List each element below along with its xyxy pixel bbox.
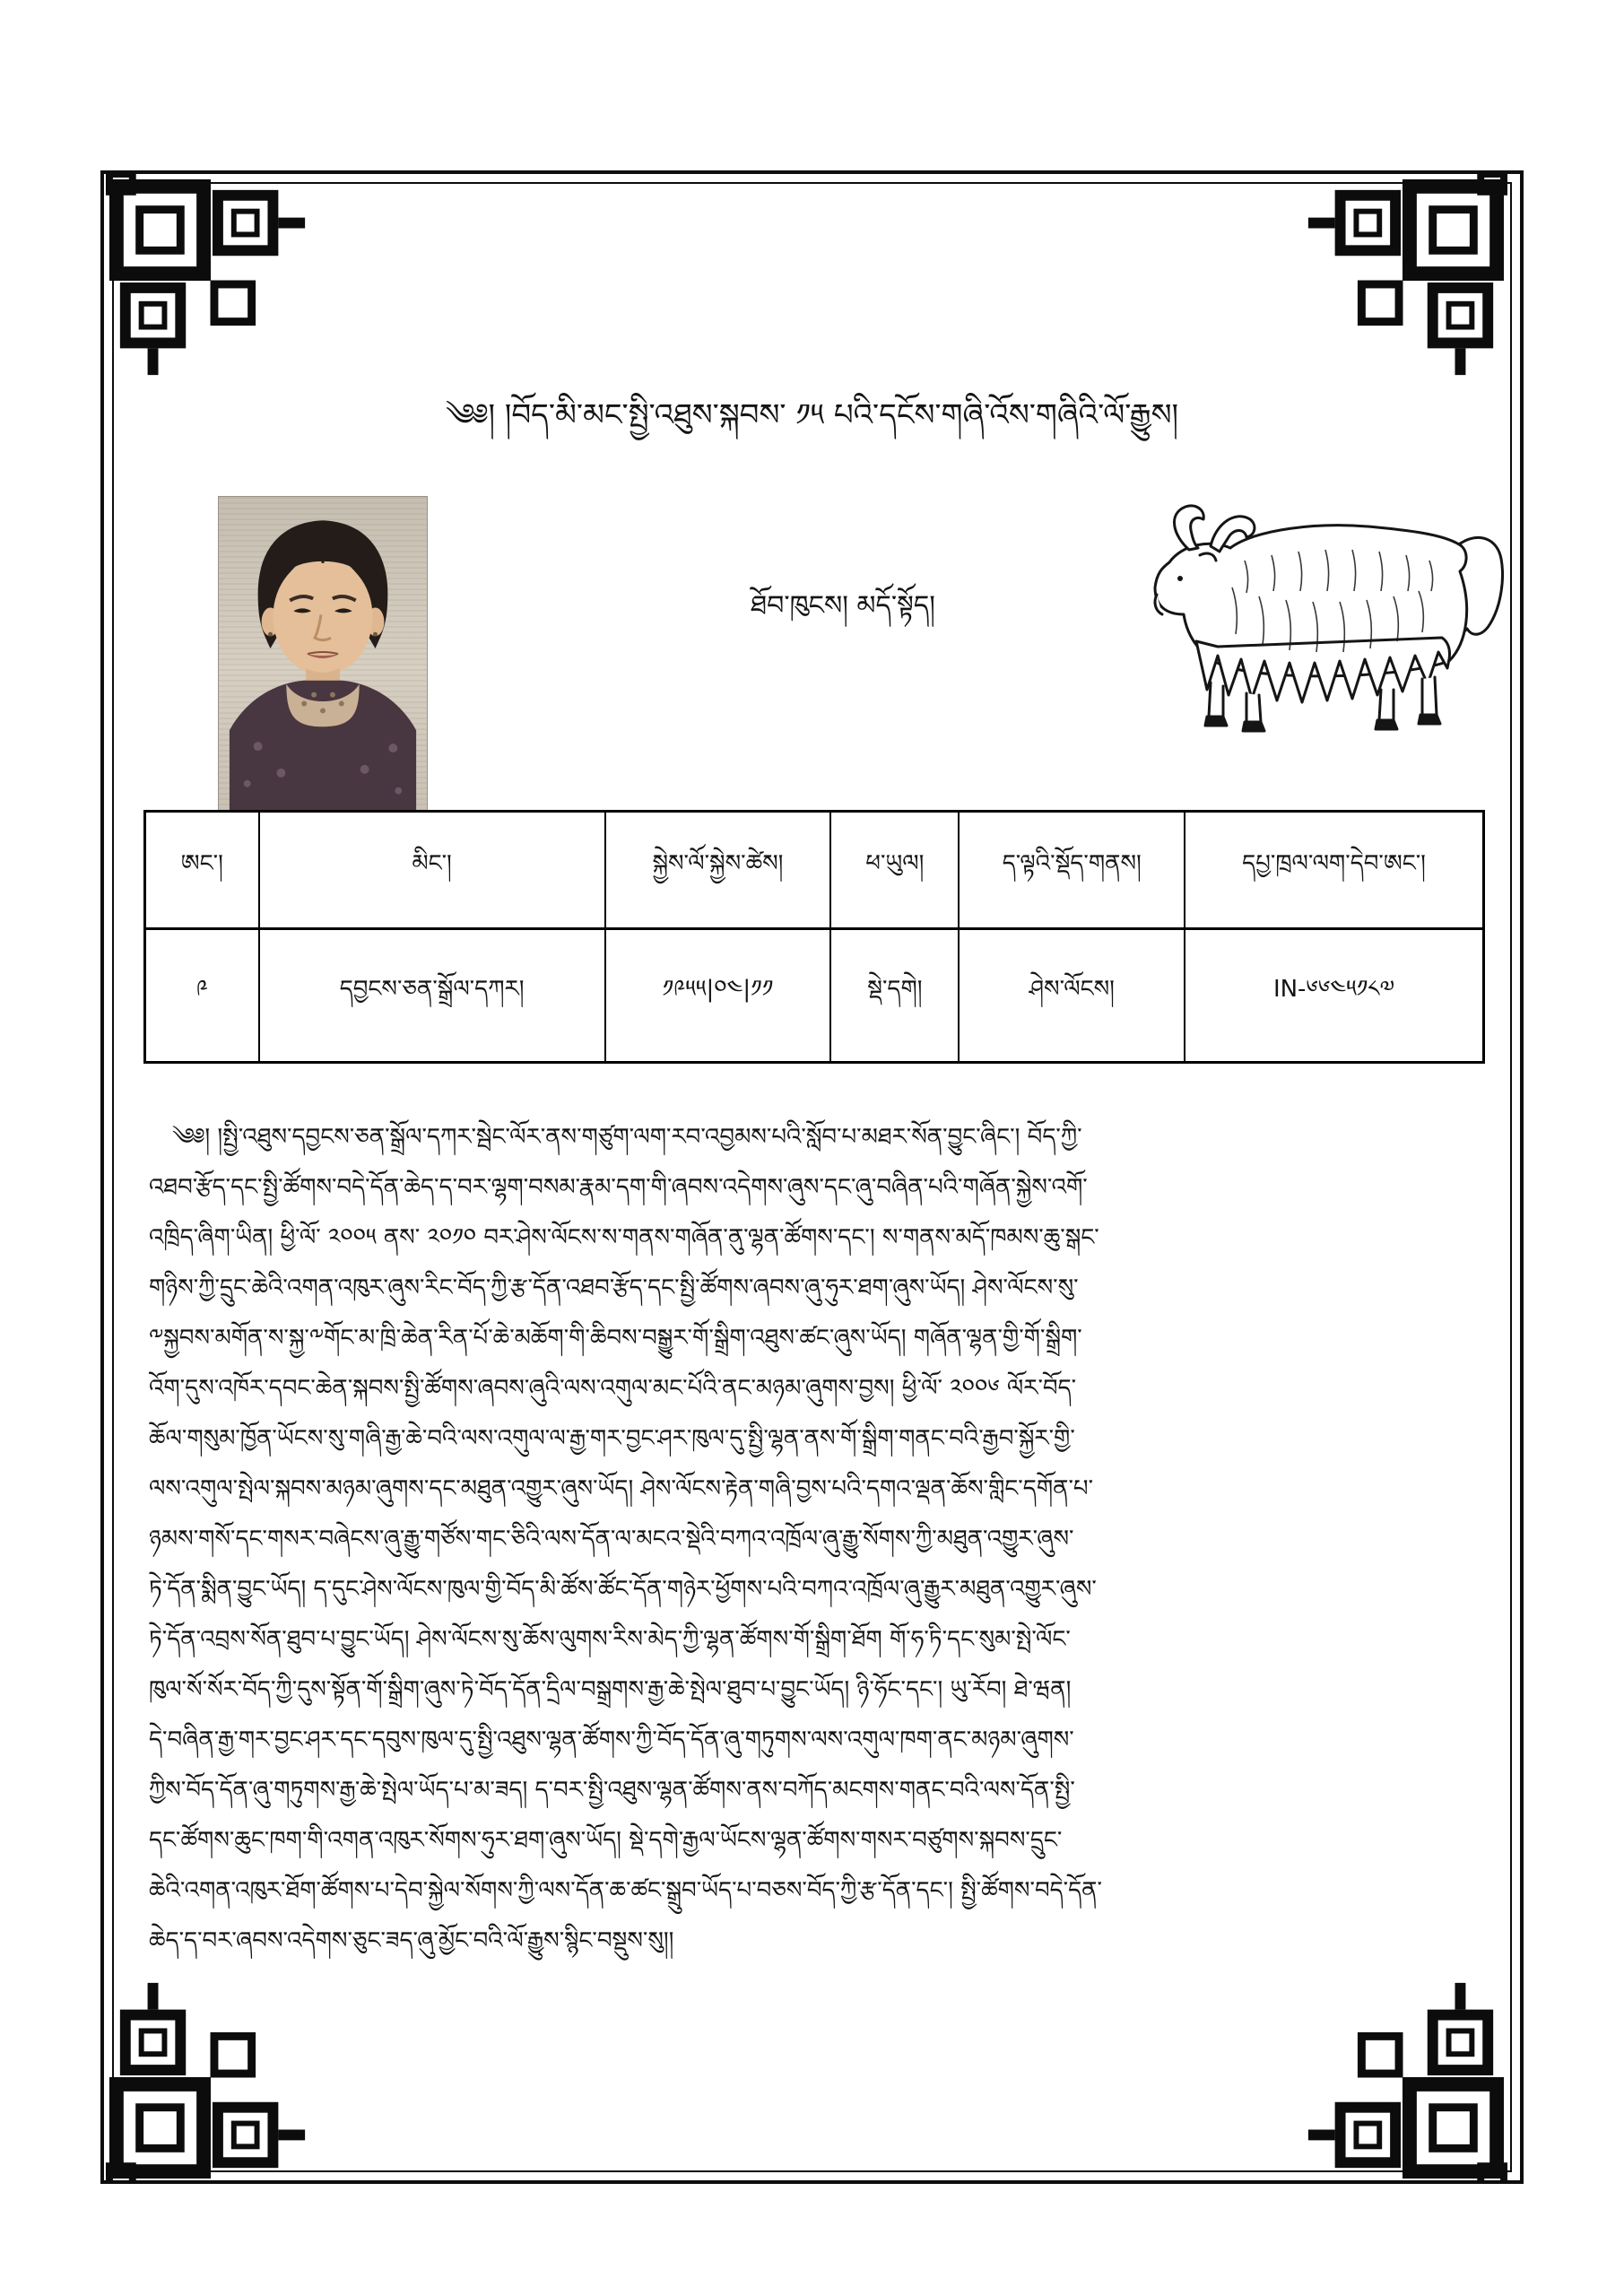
constituency-label: ཐོབ་ཁུངས། མདོ་སྟོད། bbox=[751, 590, 935, 622]
biography-line: ལས་འགུལ་སྤེལ་སྐབས་མཉམ་ཞུགས་དང་མཐུན་འགྱུར་ཞུས་ཡོད། ཤེས་ལོངས་རྟེན་གཞི་བྱས་པའི་དགའ་ལྡན་ཆོས་གླིང་དགོན་པ་ bbox=[149, 1475, 1094, 1502]
biography-line: འོག་དུས་འཁོར་དབང་ཆེན་སྐབས་སྤྱི་ཚོགས་ཞབས་ཞུའི་ལས་འགུལ་མང་པོའི་ནང་མཉམ་ཞུགས་བྱས། ཕྱི་ལོ་ ༢༠༠༦ ལོར་བོད་ bbox=[149, 1375, 1077, 1402]
biography-line: ཏེ་དོན་སྨིན་བྱུང་ཡོད། ད་དུང་ཤེས་ལོངས་ཁུལ་གྱི་བོད་མི་ཚོས་ཚོང་དོན་གཉེར་ཕྱོགས་པའི་བཀའ་འཁྲོལ་ཞུ་རྒྱུར་མཐུན་འགྱུར་ཞུས་ bbox=[149, 1576, 1097, 1603]
portrait-graphic bbox=[219, 497, 427, 811]
corner-fret-ornament-icon bbox=[1296, 174, 1509, 387]
table-row bbox=[146, 930, 1482, 1061]
candidate-photo bbox=[218, 496, 428, 812]
header-name: མིང་། bbox=[260, 813, 606, 927]
cell-name: དབྱངས་ཅན་སྒྲོལ་དཀར། bbox=[260, 930, 606, 1061]
biography-line: ཆོལ་གསུམ་ཁྱོན་ཡོངས་སུ་གཞི་རྒྱ་ཆེ་བའི་ལས་འགུལ་ལ་རྒྱ་གར་བྱང་ཤར་ཁུལ་དུ་སྤྱི་ལྷན་ནས་གོ་སྒྲིག་གནང་བའི་རྒྱབ་སྐྱོར་གྱི་ bbox=[149, 1425, 1075, 1452]
corner-fret-ornament-icon bbox=[104, 174, 317, 387]
table-header-row bbox=[146, 813, 1482, 930]
biography-line: དེ་བཞིན་རྒྱ་གར་བྱང་ཤར་དང་དབུས་ཁུལ་དུ་སྤྱི་འཐུས་ལྷན་ཚོགས་ཀྱི་བོད་དོན་ཞུ་གཏུགས་ལས་འགུལ་ཁག་ནང་མཉམ་ཞུགས་ bbox=[149, 1726, 1074, 1753]
corner-fret-ornament-icon bbox=[104, 1970, 317, 2184]
biography-line: ཁུལ་སོ་སོར་བོད་ཀྱི་དུས་སྟོན་གོ་སྒྲིག་ཞུས་ཏེ་བོད་དོན་དྲིལ་བསྒྲགས་རྒྱ་ཆེ་སྤེལ་ཐུབ་པ་བྱུང་ཡོད། ཉི་ཧོང་དང་། ཡུ་རོབ། ཐེ་ཝན། bbox=[149, 1676, 1072, 1703]
biography-line: ཆེའི་འགན་འཁུར་ཐོག་ཚོགས་པ་དེབ་སྐྱེལ་སོགས་ཀྱི་ལས་དོན་ཆ་ཚང་སྒྲུབ་ཡོད་པ་བཅས་བོད་ཀྱི་རྩ་དོན་དང་། སྤྱི་ཚོགས་བདེ་དོན་ bbox=[149, 1877, 1102, 1904]
yak-illustration-icon bbox=[1110, 480, 1507, 742]
biography-line: ཆེད་ད་བར་ཞབས་འདེགས་ཅུང་ཟད་ཞུ་མྱོང་བའི་ལོ་རྒྱུས་སྙིང་བསྡུས་སུ།། bbox=[149, 1927, 674, 1954]
cell-current-residence: ཤེས་ལོངས། bbox=[960, 930, 1185, 1061]
biography-paragraph bbox=[149, 1112, 1487, 1966]
candidate-info-table bbox=[143, 810, 1485, 1064]
biography-line: ༄༅། །སྤྱི་འཐུས་དབྱངས་ཅན་སྒྲོལ་དཀར་སྦེང་ལོར་ནས་གཙུག་ལག་རབ་འབྱམས་པའི་སློབ་པ་མཐར་སོན་བྱུང་ཞིང་། བོད་ཀྱི་ bbox=[172, 1124, 1082, 1151]
header-current-residence: ད་ལྟའི་སྡོད་གནས། bbox=[960, 813, 1185, 927]
biography-line: ཉམས་གསོ་དང་གསར་བཞེངས་ཞུ་རྒྱུ་གཙོས་གང་ཅིའི་ལས་དོན་ལ་མངའ་སྡེའི་བཀའ་འཁྲོལ་ཞུ་རྒྱུ་སོགས་ཀྱི་མཐུན་འགྱུར་ཞུས་ bbox=[149, 1526, 1074, 1552]
biography-line: དང་ཚོགས་ཆུང་ཁག་གི་འགན་འཁུར་སོགས་ཧུར་ཐག་ཞུས་ཡོད། སྡེ་དགེ་རྒྱལ་ཡོངས་ལྷན་ཚོགས་གསར་བཙུགས་སྐབས་དྲུང་ bbox=[149, 1827, 1063, 1854]
cell-native-place: སྡེ་དགེ། bbox=[831, 930, 960, 1061]
corner-fret-ornament-icon bbox=[1296, 1970, 1509, 2184]
biography-line: གཉིས་ཀྱི་དྲུང་ཆེའི་འགན་འཁུར་ཞུས་རིང་བོད་ཀྱི་རྩ་དོན་འཐབ་རྩོད་དང་སྤྱི་ཚོགས་ཞབས་ཞུ་ཧུར་ཐག་ཞུས་ཡོད། ཤེས་ལོངས་སུ་ bbox=[149, 1274, 1079, 1301]
header-native-place: ཕ་ཡུལ། bbox=[831, 813, 960, 927]
cell-birthdate: ༡༩༥༥|༠༤|༡༡ bbox=[606, 930, 832, 1061]
document-title: ༄༅། །བོད་མི་མང་སྤྱི་འཐུས་སྐབས་ ༡༥ པའི་དངོས་གཞི་འོས་གཞིའི་ལོ་རྒྱུས། bbox=[445, 397, 1179, 433]
header-number: ཨང་། bbox=[146, 813, 260, 927]
cell-greenbook-number: IN-༦༦༤༥༡༨༧ bbox=[1272, 975, 1395, 1003]
header-greenbook-number: དཔྱ་ཁྲལ་ལག་དེབ་ཨང་། bbox=[1242, 849, 1426, 877]
biography-line: འཐབ་རྩོད་དང་སྤྱི་ཚོགས་བདེ་དོན་ཆེད་ད་བར་ལྷག་བསམ་རྣམ་དག་གི་ཞབས་འདེགས་ཞུས་དང་ཞུ་བཞིན་པའི་གཞོན་སྐྱེས་འགོ་ bbox=[149, 1174, 1088, 1201]
biography-line: འཁྲིད་ཞིག་ཡིན། ཕྱི་ལོ་ ༢༠༠༥ ནས་ ༢༠༡༠ བར་ཤེས་ལོངས་ས་གནས་གཞོན་ནུ་ལྷན་ཚོགས་དང་། ས་གནས་མདོ་ཁམས་ཆུ་སྒང་ bbox=[149, 1224, 1099, 1251]
header-birthdate: སྐྱེས་ལོ་སྐྱེས་ཚེས། bbox=[606, 813, 832, 927]
biography-line: ཀྱིས་བོད་དོན་ཞུ་གཏུགས་རྒྱ་ཆེ་སྤེལ་ཡོད་པ་མ་ཟད། ད་བར་སྤྱི་འཐུས་ལྷན་ཚོགས་ནས་བཀོད་མངགས་གནང་བའི་ལས་དོན་སྤྱི་ bbox=[149, 1777, 1075, 1804]
biography-line: ༸སྐྱབས་མགོན་ས་སྐྱ་༸གོང་མ་ཁྲི་ཆེན་རིན་པོ་ཆེ་མཆོག་གི་ཆིབས་བསྒྱུར་གོ་སྒྲིག་འཐུས་ཚང་ཞུས་ཡོད། གཞོན་ལྷན་གྱི་གོ་སྒྲིག་ bbox=[149, 1325, 1082, 1352]
biography-line: ཏེ་དོན་འབྲས་སོན་ཐུབ་པ་བྱུང་ཡོད། ཤེས་ལོངས་སུ་ཆོས་ལུགས་རིས་མེད་ཀྱི་ལྷན་ཚོགས་གོ་སྒྲིག་ཐོག གོ་ཧ་ཏི་དང་སུམ་སྤེ་ལོང་ bbox=[149, 1626, 1071, 1653]
cell-number: ༩ bbox=[146, 930, 260, 1061]
